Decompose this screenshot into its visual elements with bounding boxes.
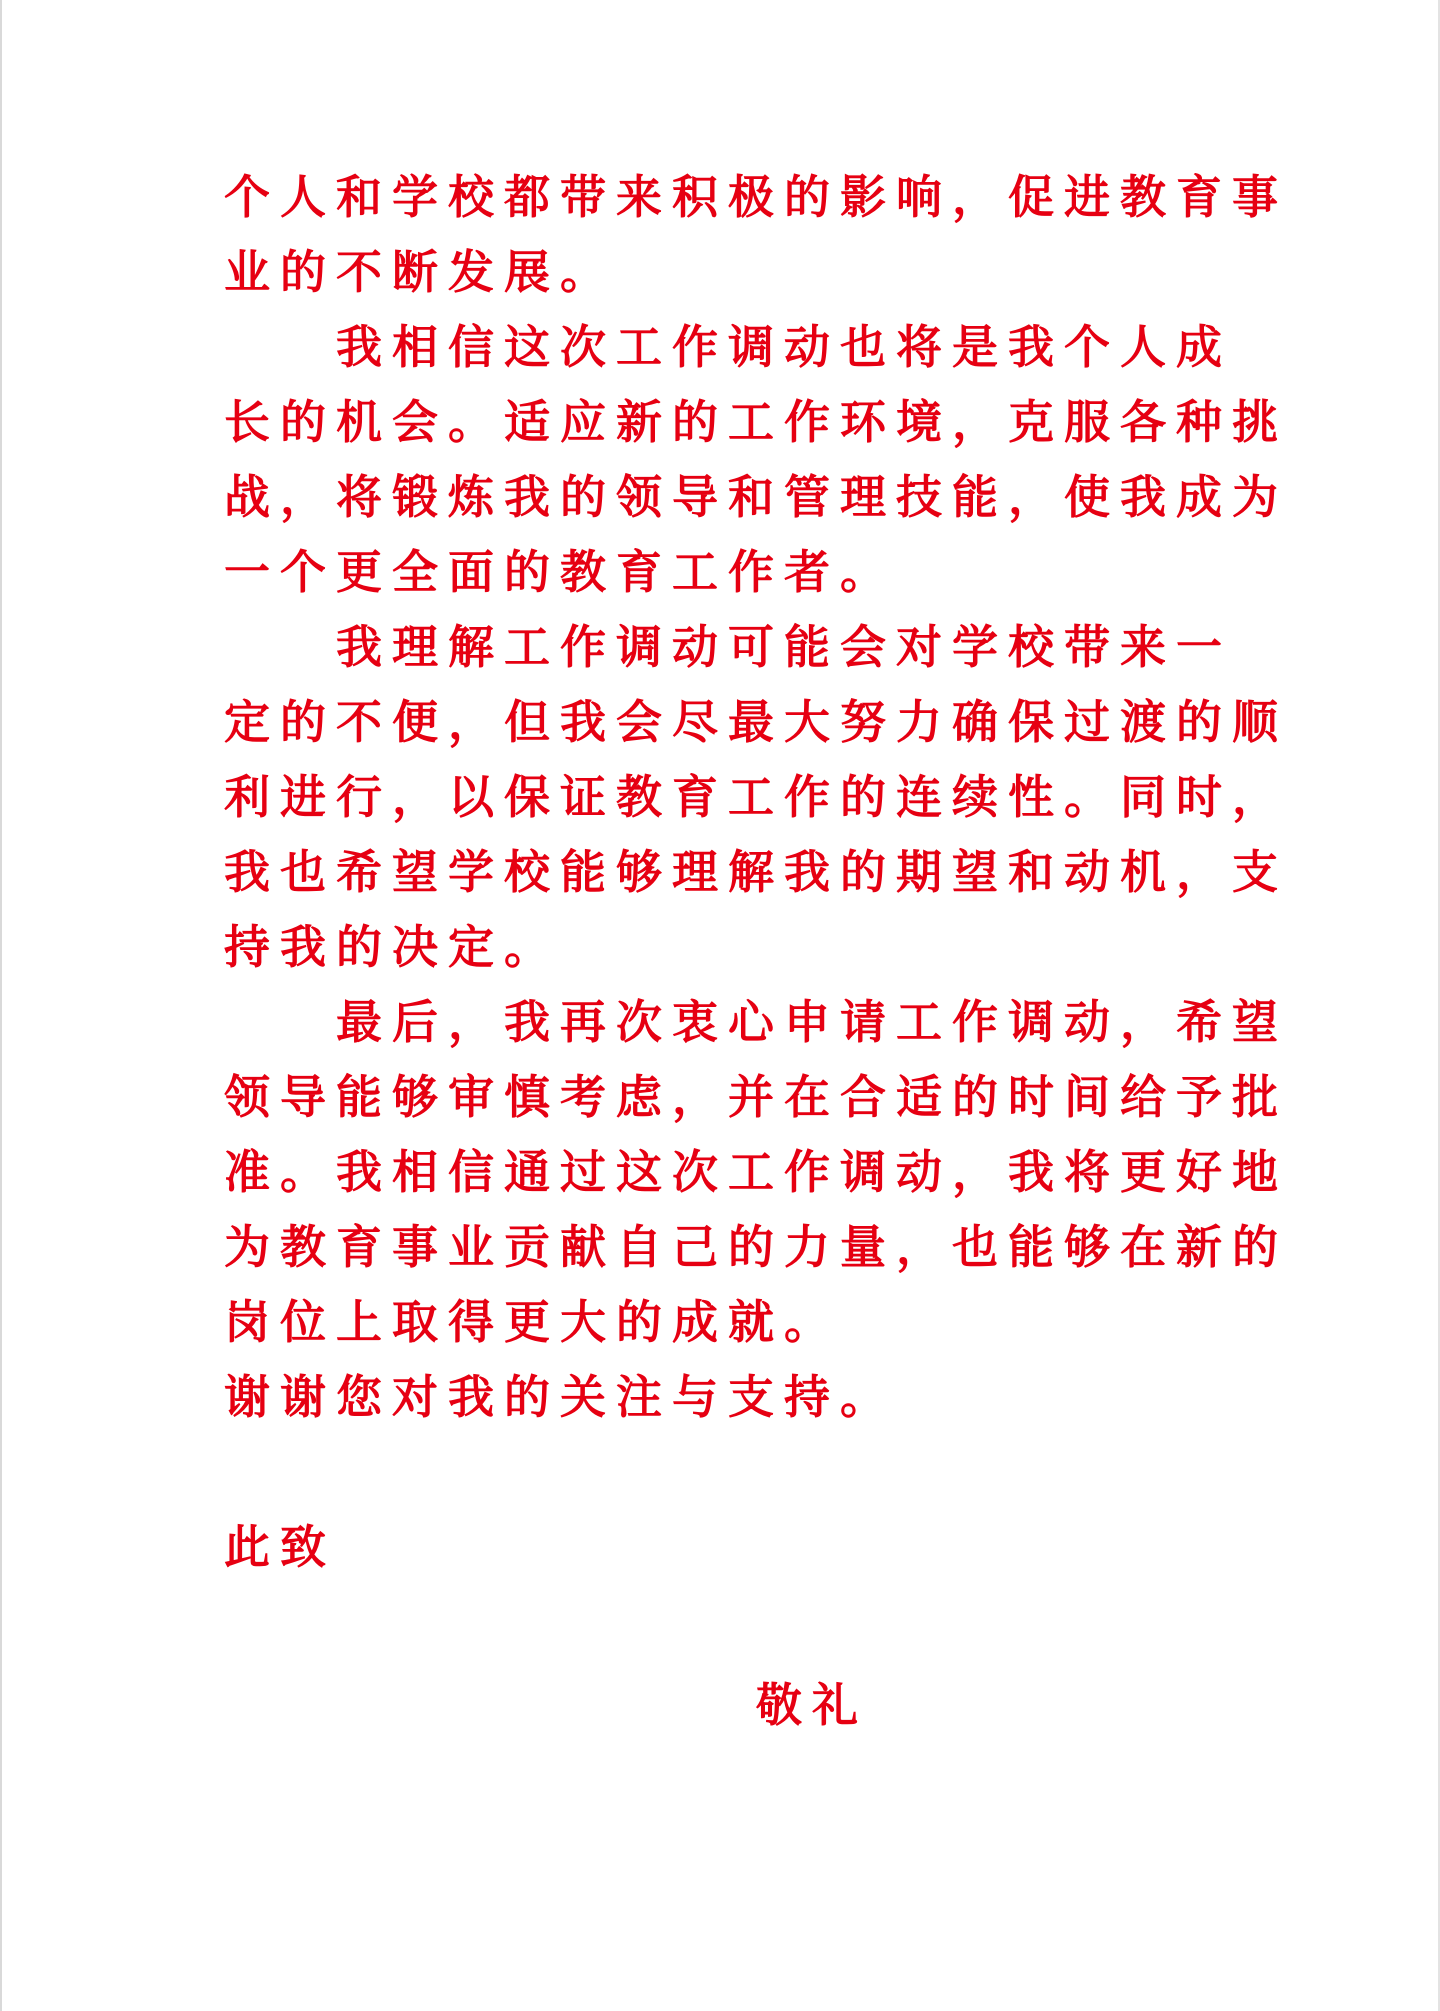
text-line: 长的机会。适应新的工作环境，克服各种挑 [224,395,1288,449]
paragraph-3 [224,610,1288,985]
text-line: 战，将锻炼我的领导和管理技能，使我成为 [224,470,1288,524]
text-line: 岗位上取得更大的成就。 [224,1295,840,1349]
text-line: 最后，我再次衷心申请工作调动，希望 [336,995,1288,1049]
text-line: 个人和学校都带来积极的影响，促进教育事 [224,170,1288,224]
thanks-line: 谢谢您对我的关注与支持。 [224,1370,896,1424]
text-line: 一个更全面的教育工作者。 [224,545,896,599]
page-left-edge [0,0,2,2011]
paragraph-4 [224,985,1288,1360]
text-line: 领导能够审慎考虑，并在合适的时间给予批 [224,1070,1288,1124]
text-line: 为教育事业贡献自己的力量，也能够在新的 [224,1220,1288,1274]
text-line: 我理解工作调动可能会对学校带来一 [336,620,1232,674]
text-line: 我也希望学校能够理解我的期望和动机，支 [224,845,1288,899]
blank-line [224,1435,1224,1510]
text-line: 利进行，以保证教育工作的连续性。同时， [224,770,1288,824]
text-line: 我相信这次工作调动也将是我个人成 [336,320,1232,374]
text-line: 业的不断发展。 [224,245,616,299]
text-line: 准。我相信通过这次工作调动，我将更好地 [224,1145,1288,1199]
letter-body [224,160,1288,1585]
paragraph-1 [224,160,1288,310]
text-line: 持我的决定。 [224,920,560,974]
regards-salutation: 敬礼 [756,1678,868,1732]
text-line: 定的不便，但我会尽最大努力确保过渡的顺 [224,695,1288,749]
paragraph-2 [224,310,1288,610]
closing-salutation: 此致 [224,1520,336,1574]
